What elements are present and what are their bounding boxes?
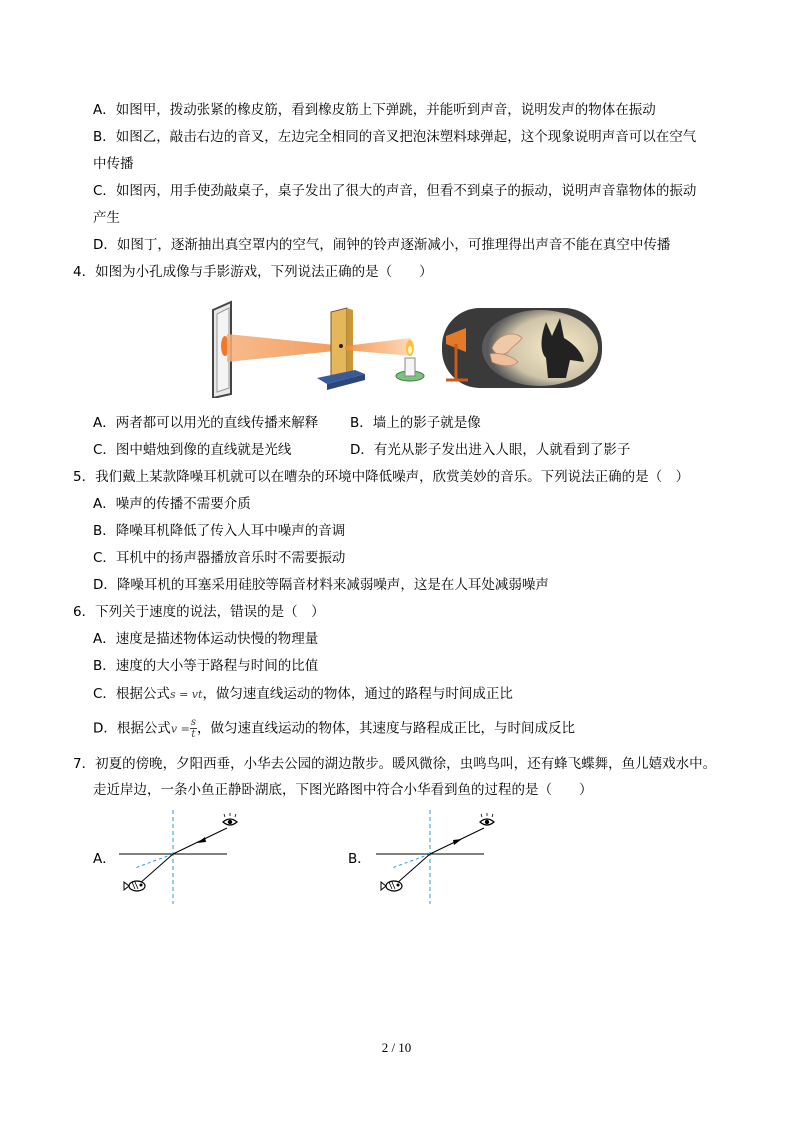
q6-option-d-prefix: D．根据公式 (93, 720, 171, 737)
fraction-numerator: s (190, 717, 196, 728)
q6-option-c-suffix: ，做匀速直线运动的物体，通过的路程与时间成正比 (202, 686, 513, 702)
q6-option-c (93, 685, 513, 704)
q4-option-a: A．两者都可以用光的直线传播来解释 (93, 415, 319, 431)
hand-shadow-figure (442, 308, 602, 388)
formula-fraction-s-over-t (190, 717, 197, 740)
q5-stem: 5．我们戴上某款降噪耳机就可以在嘈杂的环境中降低噪声，欣赏美妙的音乐。下列说法正确的是（ ） (73, 469, 690, 485)
q6-option-d (93, 717, 575, 741)
q5-option-c: C．耳机中的扬声器播放音乐时不需要振动 (93, 550, 346, 566)
formula-s-vt: s = vt (169, 688, 203, 701)
q3-option-b-line2: 中传播 (93, 156, 134, 172)
q7-option-a-label: A． (93, 851, 116, 867)
q4-option-b: B．墙上的影子就是像 (350, 415, 481, 431)
q7-option-b-label: B． (348, 851, 371, 867)
fraction-denominator: t (191, 729, 196, 740)
q6-stem: 6．下列关于速度的说法，错误的是（ ） (73, 604, 325, 620)
q3-option-b-line1: B．如图乙，敲击右边的音叉，左边完全相同的音叉把泡沫塑料球弹起，这个现象说明声音可以在空气 (93, 129, 697, 145)
q7-stem-line1: 7．初夏的傍晚，夕阳西垂，小华去公园的湖边散步。暖风微徐，虫鸣鸟叫，还有蜂飞蝶舞，鱼儿嬉戏水中。 (73, 756, 717, 772)
q3-option-c-line1: C．如图丙，用手使劲敲桌子，桌子发出了很大的声音，但看不到桌子的振动，说明声音靠物体的振动 (93, 183, 697, 199)
q3-option-d: D．如图丁，逐渐抽出真空罩内的空气，闹钟的铃声逐渐减小，可推理得出声音不能在真空中传播 (93, 237, 671, 253)
formula-v-equals: v = (170, 722, 190, 736)
q5-option-d: D．降噪耳机的耳塞采用硅胶等隔音材料来减弱噪声，这是在人耳处减弱噪声 (93, 577, 549, 593)
q6-option-c-prefix: C．根据公式 (93, 686, 170, 702)
q4-option-c: C．图中蜡烛到像的直线就是光线 (93, 442, 292, 458)
q4-stem: 4．如图为小孔成像与手影游戏，下列说法正确的是（ ） (73, 264, 433, 280)
q6-option-a: A．速度是描述物体运动快慢的物理量 (93, 631, 319, 647)
q7-option-a-diagram (115, 808, 245, 906)
q5-option-b: B．降噪耳机降低了传入人耳中噪声的音调 (93, 523, 346, 539)
q3-option-a: A．如图甲，拨动张紧的橡皮筋，看到橡皮筋上下弹跳，并能听到声音，说明发声的物体在振动 (93, 102, 656, 118)
q7-stem-line2: 走近岸边，一条小鱼正静卧湖底，下图光路图中符合小华看到鱼的过程的是（ ） (93, 782, 593, 798)
pinhole-imaging-figure (205, 298, 435, 398)
q5-option-a: A．噪声的传播不需要介质 (93, 496, 251, 512)
q3-option-c-line2: 产生 (93, 210, 120, 226)
q4-option-d: D．有光从影子发出进入人眼，人就看到了影子 (350, 442, 631, 458)
page-number: 2 / 10 (381, 1040, 412, 1055)
q6-option-d-suffix: ，做匀速直线运动的物体，其速度与路程成正比，与时间成反比 (196, 720, 575, 737)
q7-option-b-diagram (372, 808, 502, 906)
q6-option-b: B．速度的大小等于路程与时间的比值 (93, 658, 319, 674)
